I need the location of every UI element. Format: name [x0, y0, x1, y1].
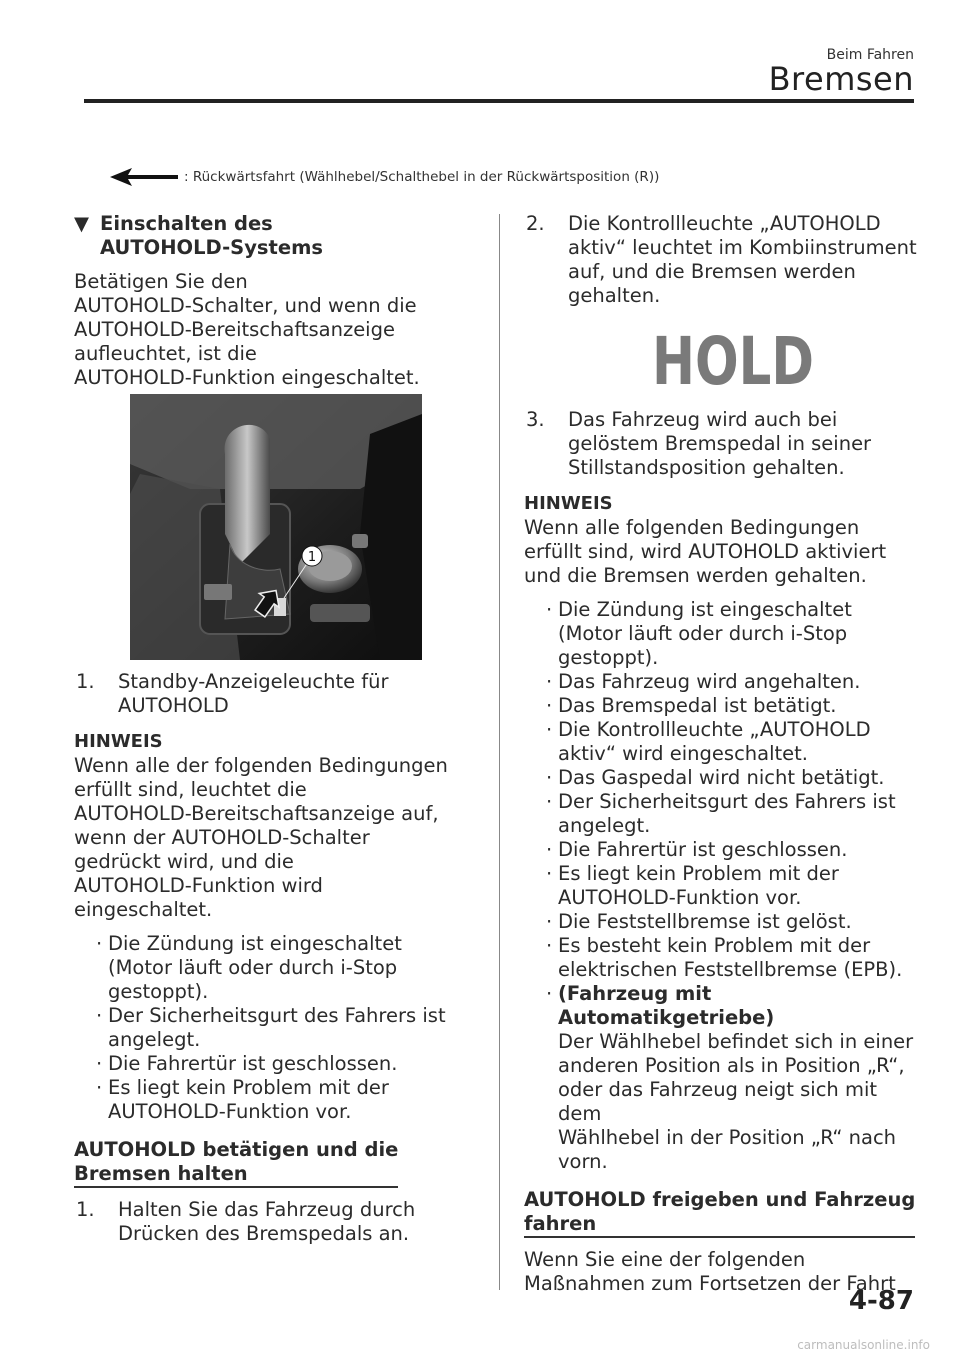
text-line: aktiv“ leuchtet im Kombiinstrument [568, 236, 917, 259]
arrow-left-icon [110, 168, 178, 186]
step-number: 3. [526, 408, 545, 431]
list-item: · Das Gaspedal wird nicht betätigt. [546, 766, 885, 789]
text-line: AUTOHOLD-Funktion vor. [558, 886, 802, 909]
text-line: AUTOHOLD-Bereitschaftsanzeige [74, 318, 395, 341]
text-line: Maßnahmen zum Fortsetzen der Fahrt [524, 1272, 896, 1295]
list-item: · Das Bremspedal ist betätigt. [546, 694, 837, 717]
header-section: Beim Fahren [826, 47, 914, 63]
text-line: Drücken des Bremspedals an. [118, 1222, 410, 1245]
step-number: 2. [526, 212, 545, 235]
text-line: gelöstem Bremspedal in seiner [568, 432, 872, 455]
text-line: oder das Fahrzeug neigt sich mit dem [558, 1078, 878, 1125]
text-line: (Motor läuft oder durch i-Stop [558, 622, 848, 645]
text-line: auf, und die Bremsen werden [568, 260, 856, 283]
heading-line: Einschalten des [100, 212, 273, 235]
text-line: Das Gaspedal wird nicht betätigt. [558, 766, 885, 789]
list-item: · Der Sicherheitsgurt des Fahrers ist angelegt. [96, 1004, 446, 1051]
text-line: Das Fahrzeug wird angehalten. [558, 670, 861, 693]
note-paragraph [524, 516, 924, 588]
text-line: Das Bremspedal ist betätigt. [558, 694, 837, 717]
text-line: anderen Position als in Position „R“, [558, 1054, 905, 1077]
text-line: Die Feststellbremse ist gelöst. [558, 910, 852, 933]
text-line: vorn. [558, 1150, 608, 1173]
text-line: erfüllt sind, wird AUTOHOLD aktiviert [524, 540, 887, 563]
step-item [524, 408, 924, 480]
text-line: Wenn alle der folgenden Bedingungen [74, 754, 448, 777]
text-line: gestoppt). [108, 980, 209, 1003]
text-line: Die Zündung ist eingeschaltet [558, 598, 852, 621]
text-line: Der Sicherheitsgurt des Fahrers ist [558, 790, 896, 813]
header-title: Bremsen [768, 60, 914, 98]
step-item [524, 212, 924, 308]
step-item [74, 1198, 474, 1246]
caption-number: 1. [76, 670, 95, 693]
list-item: · Die Fahrertür ist geschlossen. [546, 838, 848, 861]
list-item: · Die Zündung ist eingeschaltet (Motor läuft oder durch i-Stop gestoppt). [546, 598, 852, 669]
text-line: Es liegt kein Problem mit der [108, 1076, 389, 1099]
text-line: Es besteht kein Problem mit der [558, 934, 871, 957]
watermark: carmanualsonline.info [797, 1338, 930, 1352]
text-line: aufleuchtet, ist die [74, 342, 257, 365]
list-item: · Es liegt kein Problem mit der AUTOHOLD-Funktion vor. [96, 1076, 389, 1123]
text-line: Der Wählhebel befindet sich in einer [558, 1030, 914, 1053]
note-label: HINWEIS [74, 731, 163, 752]
text-line: Die Kontrollleuchte „AUTOHOLD [568, 212, 881, 235]
text-line: angelegt. [558, 814, 651, 837]
legend-text: : Rückwärtsfahrt (Wählhebel/Schalthebel in der Rückwärtsposition (R)) [184, 169, 660, 185]
text-line: gehalten. [568, 284, 661, 307]
text-line: aktiv“ wird eingeschaltet. [558, 742, 809, 765]
text-line: und die Bremsen werden gehalten. [524, 564, 867, 587]
text-line: AUTOHOLD-Funktion wird [74, 874, 323, 897]
list-item: · Die Feststellbremse ist gelöst. [546, 910, 852, 933]
text-line: AUTOHOLD-Funktion eingeschaltet. [74, 366, 420, 389]
list-item: · Der Sicherheitsgurt des Fahrers ist angelegt. [546, 790, 896, 837]
left-column [74, 212, 474, 1246]
text-line: wenn der AUTOHOLD-Schalter [74, 826, 370, 849]
triangle-down-icon: ▼ [74, 212, 89, 235]
text-line: Wenn alle folgenden Bedingungen [524, 516, 860, 539]
list-item: · (Fahrzeug mit Automatikgetriebe) Der Wählhebel befindet sich in einer anderen Position als in Position „R“, oder das Fahrzeug neigt sich mit dem Wählhebel in der Position „R“ nach vorn. [524, 982, 924, 1174]
text-line: Wenn Sie eine der folgenden [524, 1248, 806, 1271]
text-line: Die Fahrertür ist geschlossen. [558, 838, 848, 861]
text-line: fahren [524, 1212, 597, 1235]
text-line: (Motor läuft oder durch i-Stop [108, 956, 398, 979]
section-heading [74, 212, 474, 260]
bullet-list [74, 932, 474, 1124]
hold-label: HOLD [652, 323, 814, 400]
text-line: AUTOHOLD [118, 694, 229, 717]
bullet-list [524, 598, 924, 1174]
text-line: Das Fahrzeug wird auch bei [568, 408, 838, 431]
text-line: Betätigen Sie den [74, 270, 248, 293]
step-number: 1. [76, 1198, 95, 1221]
list-item: · Das Fahrzeug wird angehalten. [546, 670, 861, 693]
text-line: eingeschaltet. [74, 898, 213, 921]
text-line: AUTOHOLD-Bereitschaftsanzeige auf, [74, 802, 439, 825]
text-line: elektrischen Feststellbremse (EPB). [558, 958, 903, 981]
text-line: AUTOHOLD-Schalter, und wenn die [74, 294, 417, 317]
list-item: · Es besteht kein Problem mit der elektrischen Feststellbremse (EPB). [546, 934, 903, 981]
note-paragraph [74, 754, 474, 922]
list-item: · Es liegt kein Problem mit der AUTOHOLD-Funktion vor. [546, 862, 839, 909]
text-line: Der Sicherheitsgurt des Fahrers ist [108, 1004, 446, 1027]
text-line: Halten Sie das Fahrzeug durch [118, 1198, 416, 1221]
note-label: HINWEIS [524, 493, 613, 514]
subsection-heading [74, 1138, 398, 1188]
text-line: Die Kontrollleuchte „AUTOHOLD [558, 718, 871, 741]
text-line: (Fahrzeug mit Automatikgetriebe) [558, 982, 775, 1029]
subsection-heading [524, 1188, 915, 1238]
text-line: AUTOHOLD freigeben und Fahrzeug [524, 1188, 916, 1211]
list-item: · Die Zündung ist eingeschaltet (Motor läuft oder durch i-Stop gestoppt). [96, 932, 402, 1003]
text-line: Die Zündung ist eingeschaltet [108, 932, 402, 955]
text-line: Die Fahrertür ist geschlossen. [108, 1052, 398, 1075]
hold-indicator-icon [652, 323, 822, 400]
right-column [524, 212, 924, 1296]
photo-callout: 1 [307, 550, 317, 565]
text-line: AUTOHOLD betätigen und die [74, 1138, 399, 1161]
caption-item [74, 670, 474, 718]
text-line: Bremsen halten [74, 1162, 248, 1185]
list-item: · Die Kontrollleuchte „AUTOHOLD aktiv“ wird eingeschaltet. [546, 718, 871, 765]
text-line: Standby-Anzeigeleuchte für [118, 670, 389, 693]
page-number: 4-87 [848, 1286, 914, 1316]
legend [110, 168, 659, 186]
text-line: angelegt. [108, 1028, 201, 1051]
list-item: · Die Fahrertür ist geschlossen. [96, 1052, 398, 1075]
heading-line: AUTOHOLD-Systems [100, 236, 324, 259]
column-divider [499, 214, 500, 1290]
text-line: AUTOHOLD-Funktion vor. [108, 1100, 352, 1123]
header-rule [84, 99, 914, 103]
text-line: Stillstandsposition gehalten. [568, 456, 845, 479]
intro-paragraph [74, 270, 474, 390]
text-line: gestoppt). [558, 646, 659, 669]
text-line: Wählhebel in der Position „R“ nach [558, 1126, 897, 1149]
text-line: Es liegt kein Problem mit der [558, 862, 839, 885]
console-photo [130, 394, 422, 660]
text-line: erfüllt sind, leuchtet die [74, 778, 307, 801]
text-line: gedrückt wird, und die [74, 850, 294, 873]
